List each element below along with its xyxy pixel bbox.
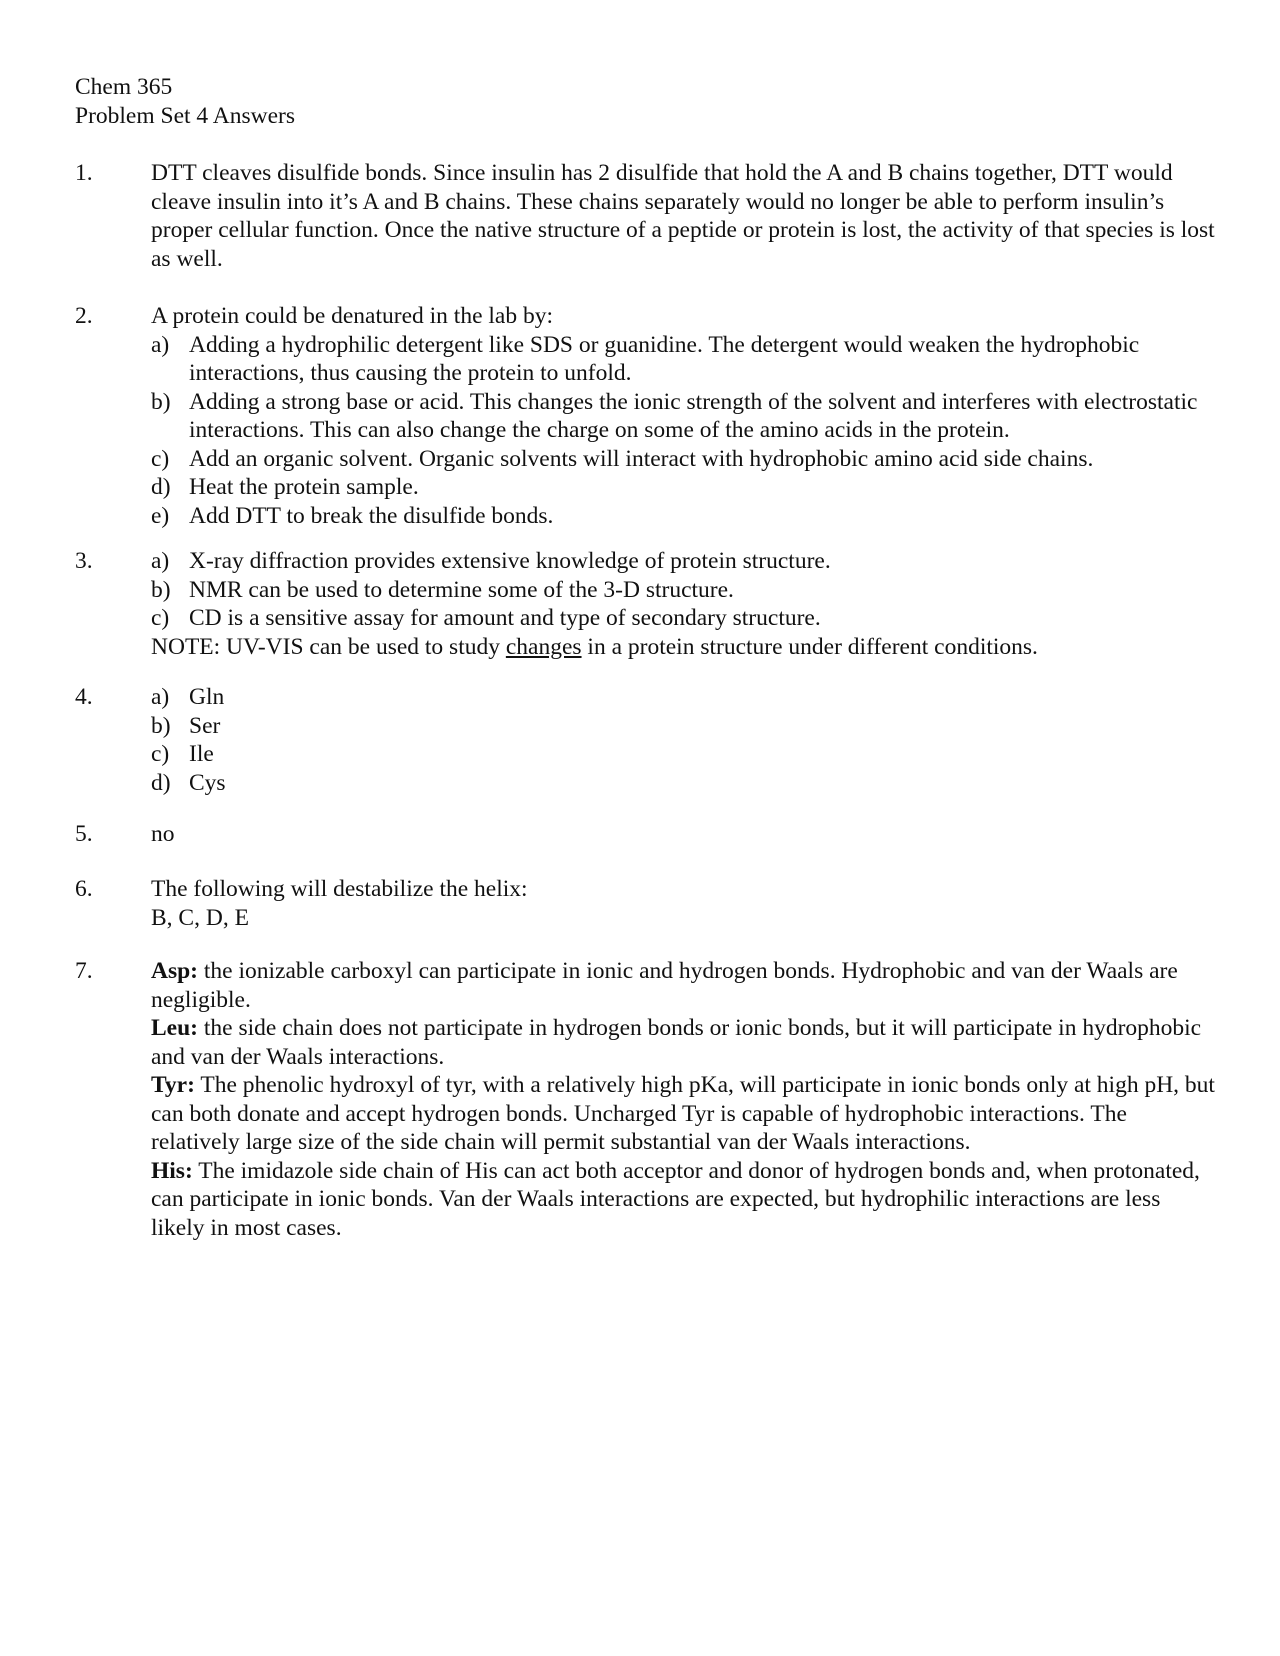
document-header — [75, 73, 295, 130]
list-item — [151, 712, 1215, 741]
answer-number: 3. — [75, 548, 93, 574]
list-item — [151, 331, 1215, 388]
item-label: d) — [151, 769, 171, 796]
item-label: a) — [151, 331, 170, 358]
list-item — [151, 445, 1215, 474]
list-item — [151, 576, 1215, 605]
item-text: Cys — [189, 769, 226, 796]
item-label: a) — [151, 684, 170, 710]
list-item — [151, 769, 1215, 798]
answer-5 — [75, 820, 1215, 849]
answer-number: 1. — [75, 160, 93, 186]
item-label: b) — [151, 576, 171, 603]
answer-intro: A protein could be denatured in the lab by: — [151, 303, 554, 329]
answer-3 — [75, 547, 1215, 661]
residue-text: the side chain does not participate in hydrogen bonds or ionic bonds, but it will participate in hydrophobic and van der Waals interactions. — [151, 1015, 1202, 1070]
residue-term: Leu: — [151, 1015, 198, 1041]
item-text: Add DTT to break the disulfide bonds. — [189, 502, 554, 529]
residue-term: His: — [151, 1157, 193, 1184]
item-label: b) — [151, 388, 171, 415]
residue-paragraph — [151, 957, 1215, 1014]
document-title: Problem Set 4 Answers — [75, 102, 295, 129]
item-label: e) — [151, 502, 170, 529]
answer-list: B, C, D, E — [151, 904, 249, 931]
item-text: Gln — [189, 684, 225, 710]
answer-2 — [75, 302, 1215, 530]
answer-number: 2. — [75, 303, 93, 329]
item-label: d) — [151, 474, 171, 500]
residue-text: The imidazole side chain of His can act both acceptor and donor of hydrogen bonds and, when protonated, can participate in ionic bonds. Van der Waals interactions are expected, but hydrophilic interactions are less likely in most cases. — [151, 1157, 1200, 1241]
list-item — [151, 388, 1215, 445]
note-prefix: NOTE: UV-VIS can be used to study — [151, 633, 506, 660]
answer-number: 6. — [75, 876, 93, 902]
answer-number: 5. — [75, 821, 93, 847]
item-text: Ser — [189, 712, 221, 739]
residue-paragraph — [151, 1157, 1215, 1243]
list-item — [151, 740, 1215, 769]
residue-text: the ionizable carboxyl can participate in ionic and hydrogen bonds. Hydrophobic and van der Waals are negligible. — [151, 958, 1178, 1013]
residue-text: The phenolic hydroxyl of tyr, with a relatively high pKa, will participate in ionic bonds only at high pH, but can both donate and accept hydrogen bonds. Uncharged Tyr is capable of hydrophobic interactions. The relatively large size of the side chain will permit substantial van der Waals interactions. — [151, 1072, 1215, 1155]
item-label: a) — [151, 548, 170, 574]
item-text: Add an organic solvent. Organic solvents will interact with hydrophobic amino acid side chains. — [189, 445, 1094, 472]
answer-text: The following will destabilize the helix: — [151, 876, 528, 902]
item-text: Heat the protein sample. — [189, 474, 419, 500]
residue-paragraph — [151, 1014, 1215, 1071]
note-emphasis: changes — [505, 633, 582, 660]
answer-1 — [75, 159, 1215, 273]
residue-paragraph — [151, 1071, 1215, 1157]
answer-6 — [75, 875, 1215, 932]
item-text: CD is a sensitive assay for amount and type of secondary structure. — [189, 605, 821, 631]
course-title: Chem 365 — [75, 74, 173, 100]
item-label: c) — [151, 445, 170, 472]
item-text: Adding a strong base or acid. This changes the ionic strength of the solvent and interferes with electrostatic interactions. This can also change the charge on some of the amino acids in the protein. — [189, 388, 1198, 443]
answer-4 — [75, 683, 1215, 797]
residue-term: Tyr: — [151, 1072, 195, 1098]
item-label: c) — [151, 741, 170, 767]
answer-note — [151, 633, 1215, 662]
note-suffix: in a protein structure under different conditions. — [581, 633, 1038, 660]
list-item — [151, 473, 1215, 502]
residue-term: Asp: — [151, 958, 199, 984]
item-label: c) — [151, 605, 170, 631]
answer-7 — [75, 957, 1215, 1242]
item-text: Ile — [189, 741, 214, 767]
list-item — [151, 547, 1215, 576]
list-item — [151, 502, 1215, 531]
list-item — [151, 604, 1215, 633]
item-text: NMR can be used to determine some of the 3-D structure. — [189, 576, 734, 603]
answer-text: no — [151, 821, 175, 847]
item-text: X-ray diffraction provides extensive knowledge of protein structure. — [189, 548, 831, 574]
item-text: Adding a hydrophilic detergent like SDS or guanidine. The detergent would weaken the hydrophobic interactions, thus causing the protein to unfold. — [189, 331, 1140, 386]
list-item — [151, 683, 1215, 712]
answer-number: 7. — [75, 958, 93, 984]
item-label: b) — [151, 712, 171, 739]
answer-number: 4. — [75, 684, 93, 710]
answer-text: DTT cleaves disulfide bonds. Since insulin has 2 disulfide that hold the A and B chains together, DTT would cleave insulin into it’s A and B chains. These chains separately would no longer be able to perform insulin’s proper cellular function. Once the native structure of a peptide or protein is lost, the activity of that species is lost as well. — [151, 160, 1215, 272]
